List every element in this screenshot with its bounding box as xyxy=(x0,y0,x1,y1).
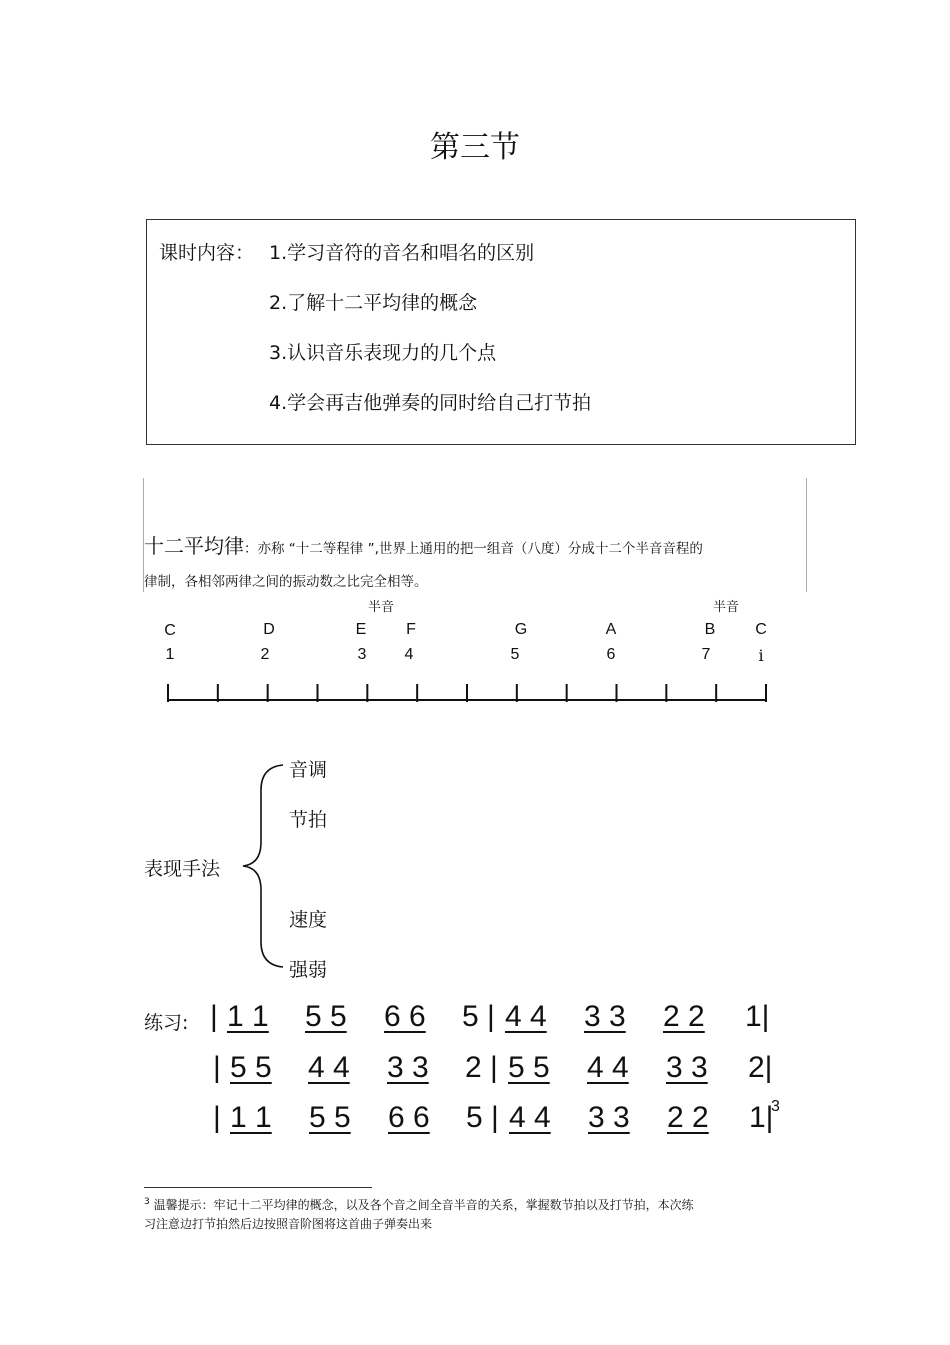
notation-token: 4 4 xyxy=(587,1051,629,1084)
note-letter: F xyxy=(406,621,416,638)
notation-token: | xyxy=(213,1051,221,1084)
note-letter: D xyxy=(263,621,275,638)
lesson-item: 3.认识音乐表现力的几个点 xyxy=(269,342,497,364)
technique-branch: 速度 xyxy=(289,909,328,931)
semitone-label: 半音 xyxy=(368,600,395,615)
notation-token: 2 2 xyxy=(663,1000,705,1033)
notation-token: 5 5 xyxy=(305,1000,347,1033)
note-number: 7 xyxy=(701,646,711,663)
note-number: 1 xyxy=(165,646,175,663)
note-number: 6 xyxy=(606,646,616,663)
note-number: 5 xyxy=(510,646,520,663)
lesson-label: 课时内容： xyxy=(159,242,255,264)
notation-token: 3 3 xyxy=(584,1000,626,1033)
technique-branch: 节拍 xyxy=(289,809,328,831)
semitone-label: 半音 xyxy=(713,600,740,615)
footnote-text-1: 温馨提示：牢记十二平均律的概念，以及各个音之间全音半音的关系，掌握数节拍以及打节拍，本次练 xyxy=(153,1198,694,1212)
definition-colon: ： xyxy=(244,541,258,557)
definition-line-1 xyxy=(144,530,703,559)
technique-branch: 音调 xyxy=(289,759,328,781)
notation-token: 5 5 xyxy=(230,1051,272,1084)
note-number: i xyxy=(758,646,764,665)
notation-token: 4 4 xyxy=(308,1051,350,1084)
notation-token: | xyxy=(213,1101,221,1134)
notation-token: 4 4 xyxy=(509,1101,551,1134)
notation-token: 5 | xyxy=(462,1000,495,1033)
technique-root: 表现手法 xyxy=(144,858,221,880)
notation-token: | xyxy=(210,1000,218,1033)
notation-token: 1 1 xyxy=(230,1101,272,1134)
footnote-line-1 xyxy=(144,1196,694,1213)
page-title: 第三节 xyxy=(430,130,520,165)
lesson-item: 4.学会再吉他弹奏的同时给自己打节拍 xyxy=(269,392,592,414)
definition-term: 十二平均律 xyxy=(144,534,244,558)
note-letter: G xyxy=(514,621,528,638)
definition-text-2: 律制，各相邻两律之间的振动数之比完全相等。 xyxy=(144,574,428,590)
notation-token: 6 6 xyxy=(388,1101,430,1134)
notation-token: 1| xyxy=(749,1101,774,1134)
note-letter: E xyxy=(355,621,367,638)
note-letter: A xyxy=(605,621,617,638)
notation-token: 6 6 xyxy=(384,1000,426,1033)
footnote-number: 3 xyxy=(144,1197,150,1207)
note-letter: B xyxy=(704,621,716,638)
notation-token: 1 1 xyxy=(227,1000,269,1033)
technique-branch: 强弱 xyxy=(289,959,328,981)
exercise-label: 练习: xyxy=(144,1012,189,1034)
notation-token: 5 5 xyxy=(309,1101,351,1134)
note-letter: C xyxy=(755,621,767,638)
notation-token: 4 4 xyxy=(505,1000,547,1033)
lesson-content-box xyxy=(146,219,856,445)
footnote-text-2: 习注意边打节拍然后边按照音阶图将这首曲子弹奏出来 xyxy=(144,1217,433,1231)
definition-text-1: 亦称 “十二等程律 ”,世界上通用的把一组音（八度）分成十二个半音音程的 xyxy=(257,541,703,557)
notation-token: 3 3 xyxy=(666,1051,708,1084)
scale-ticks xyxy=(168,684,766,702)
note-letter: C xyxy=(164,622,176,639)
footnote-divider xyxy=(144,1187,372,1188)
note-number: 4 xyxy=(404,646,414,663)
notation-token: 2| xyxy=(748,1051,773,1084)
notation-token: 3 3 xyxy=(387,1051,429,1084)
notation-token: 1| xyxy=(745,1000,770,1033)
lesson-item: 1.学习音符的音名和唱名的区别 xyxy=(269,242,535,264)
divider-right xyxy=(806,478,807,592)
notation-token: 2 | xyxy=(465,1051,498,1084)
note-number: 2 xyxy=(260,646,270,663)
footnote-reference[interactable]: 3 xyxy=(771,1098,780,1115)
lesson-item: 2.了解十二平均律的概念 xyxy=(269,292,478,314)
notation-token: 3 3 xyxy=(588,1101,630,1134)
notation-token: 5 5 xyxy=(508,1051,550,1084)
note-number: 3 xyxy=(357,646,367,663)
notation-token: 2 2 xyxy=(667,1101,709,1134)
notation-token: 5 | xyxy=(466,1101,499,1134)
